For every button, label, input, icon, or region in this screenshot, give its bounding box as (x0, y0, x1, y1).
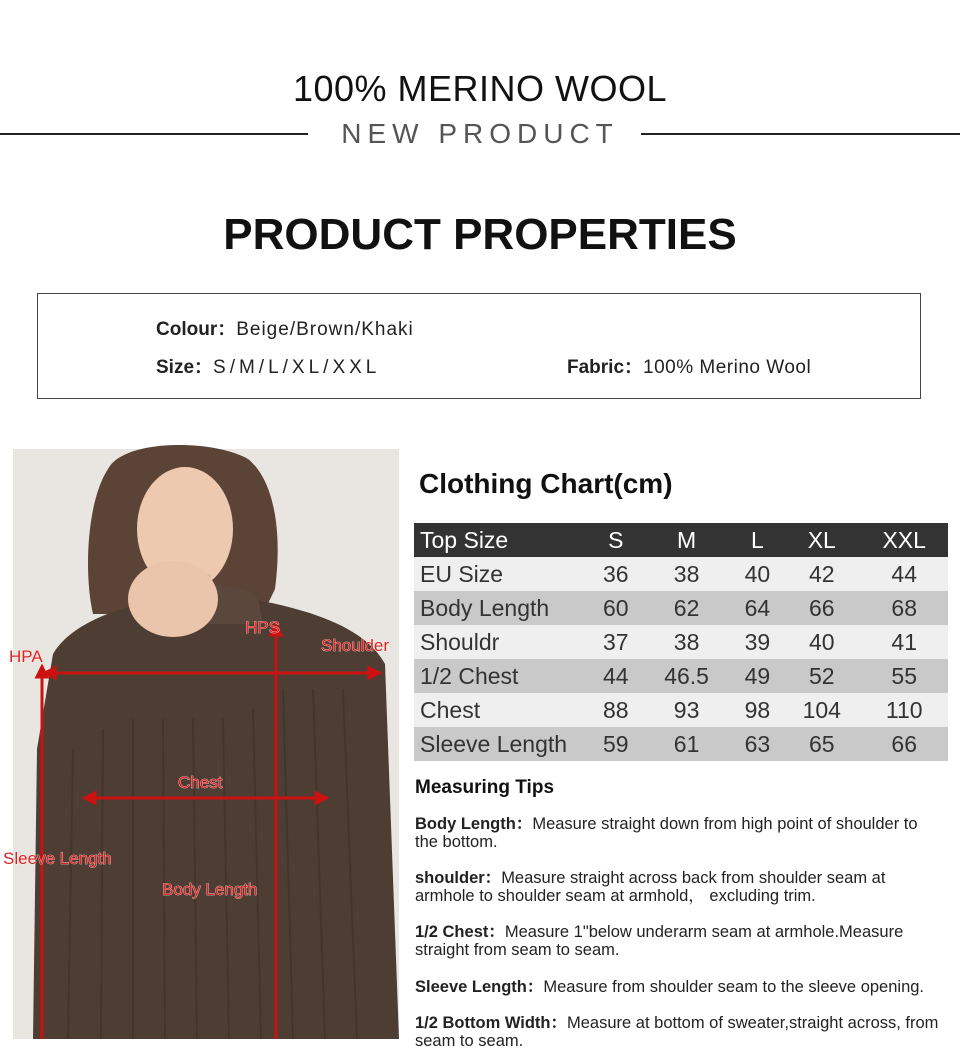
tip-text: Measure straight down from high point of shoulder to the bottom. (415, 815, 918, 851)
size-label: Size： (156, 357, 214, 378)
property-fabric (567, 352, 811, 379)
table-cell: 38 (642, 557, 732, 591)
colour-label: Colour： (156, 319, 237, 340)
colour-value: Beige/Brown/Khaki (236, 319, 414, 340)
table-cell: 44 (590, 659, 642, 693)
table-cell: 36 (590, 557, 642, 591)
table-cell: 110 (860, 693, 948, 727)
table-row (414, 659, 948, 693)
header-cell: XL (783, 523, 860, 557)
tip-sleeve-length (415, 978, 945, 996)
chest-label: Chest (178, 773, 223, 792)
page-title: 100% MERINO WOOL (292, 68, 668, 109)
header-cell: M (642, 523, 732, 557)
table-cell: 64 (732, 591, 784, 625)
fabric-label: Fabric： (567, 357, 644, 378)
row-label: 1/2 Chest (414, 659, 590, 693)
header-cell: S (590, 523, 642, 557)
table-cell: 65 (783, 727, 860, 761)
property-colour (156, 314, 414, 341)
tip-bottom-width (415, 1014, 945, 1050)
tip-half-chest (415, 923, 945, 959)
table-cell: 40 (783, 625, 860, 659)
table-cell: 59 (590, 727, 642, 761)
table-cell: 37 (590, 625, 642, 659)
row-label: Sleeve Length (414, 727, 590, 761)
tip-text: Measure from shoulder seam to the sleeve opening. (543, 978, 925, 996)
header-cell: XXL (860, 523, 948, 557)
table-cell: 55 (860, 659, 948, 693)
tip-text: Measure straight across back from shoulder seam at armhole to shoulder seam at armhold， excluding trim. (415, 869, 886, 905)
size-value: S/M/L/XL/XXL (213, 357, 381, 378)
table-cell: 41 (860, 625, 948, 659)
property-size (156, 352, 380, 379)
size-chart-table (414, 523, 948, 761)
table-cell: 66 (860, 727, 948, 761)
tip-label: shoulder： (415, 869, 502, 887)
table-cell: 46.5 (642, 659, 732, 693)
table-cell: 49 (732, 659, 784, 693)
row-label: Shouldr (414, 625, 590, 659)
shoulder-label: Shoulder (321, 636, 390, 655)
table-cell: 38 (642, 625, 732, 659)
tip-label: Sleeve Length： (415, 978, 544, 996)
table-header-row (414, 523, 948, 557)
table-cell: 52 (783, 659, 860, 693)
tip-body-length (415, 815, 945, 851)
table-cell: 93 (642, 693, 732, 727)
page-subtitle: NEW PRODUCT (341, 118, 619, 149)
model-illustration (3, 449, 399, 1039)
table-cell: 60 (590, 591, 642, 625)
header-cell: Top Size (414, 523, 590, 557)
table-cell: 62 (642, 591, 732, 625)
hps-label: HPS (245, 618, 280, 637)
tip-text: Measure at bottom of sweater,straight across, from seam to seam. (415, 1014, 939, 1050)
tip-shoulder (415, 869, 945, 905)
table-row (414, 727, 948, 761)
size-chart-heading: Clothing Chart(cm) (419, 468, 673, 499)
product-photo (3, 449, 399, 1039)
table-cell: 104 (783, 693, 860, 727)
table-cell: 61 (642, 727, 732, 761)
row-label: EU Size (414, 557, 590, 591)
table-cell: 42 (783, 557, 860, 591)
table-row (414, 591, 948, 625)
table-cell: 40 (732, 557, 784, 591)
tip-label: 1/2 Chest： (415, 923, 505, 941)
row-label: Chest (414, 693, 590, 727)
table-cell: 44 (860, 557, 948, 591)
measuring-tips-heading: Measuring Tips (415, 777, 555, 798)
tip-label: 1/2 Bottom Width： (415, 1014, 568, 1032)
tip-text: Measure 1"below underarm seam at armhole.Measure straight from seam to seam. (415, 923, 904, 959)
properties-box (37, 293, 921, 399)
table-cell: 98 (732, 693, 784, 727)
tip-label: Body Length： (415, 815, 533, 833)
hpa-label: HPA (9, 647, 43, 666)
table-row (414, 557, 948, 591)
table-row (414, 625, 948, 659)
table-row (414, 693, 948, 727)
table-cell: 66 (783, 591, 860, 625)
fabric-value: 100% Merino Wool (643, 357, 812, 378)
table-cell: 39 (732, 625, 784, 659)
header-cell: L (732, 523, 784, 557)
sleeve-length-label: Sleeve Length (3, 849, 112, 868)
divider-right (641, 133, 960, 135)
table-cell: 68 (860, 591, 948, 625)
row-label: Body Length (414, 591, 590, 625)
body-length-label: Body Length (162, 880, 258, 899)
table-cell: 88 (590, 693, 642, 727)
properties-heading: PRODUCT PROPERTIES (223, 210, 737, 259)
table-cell: 63 (732, 727, 784, 761)
